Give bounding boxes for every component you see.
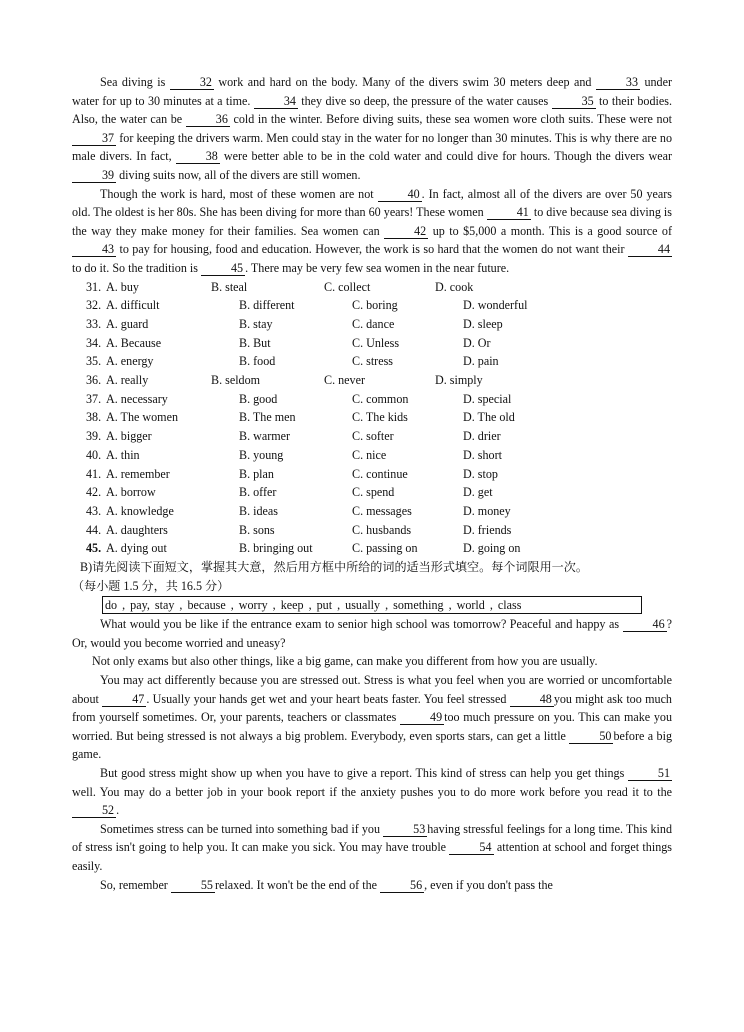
passage-text: attention at school and forget things easily. [72,840,672,873]
answer-blank-47[interactable]: 47 [102,693,146,707]
option-c[interactable]: C. spend [352,485,395,500]
passage-text: well. You may do a better job in your book report if the anxiety pushes you to do more work before you read it to the [72,784,672,799]
option-row-44 [86,521,672,540]
answer-blank-33[interactable]: 33 [596,76,640,90]
answer-blank-43[interactable]: 43 [72,243,116,257]
option-c[interactable]: C. messages [352,503,412,518]
answer-blank-40[interactable]: 40 [378,188,422,202]
answer-blank-51[interactable]: 51 [628,767,672,781]
option-c[interactable]: C. boring [352,298,398,313]
question-number: 44. [86,522,102,537]
answer-blank-32[interactable]: 32 [170,76,214,90]
answer-blank-52[interactable]: 52 [72,804,116,818]
option-row-35 [86,352,672,371]
option-b[interactable]: B. seldom [211,373,261,388]
option-b[interactable]: B. steal [211,279,248,294]
option-row-42 [86,483,672,502]
passage-text: to do it. So the tradition is [72,260,201,275]
option-row-32 [86,296,672,315]
passage-text: to dive because sea diving is the way they make money for their families. Sea women can [72,205,672,238]
passage-text: work and hard on the body. Many of the divers swim 30 meters deep and [213,75,596,89]
passage-text: they dive so deep, the pressure of the water causes [297,93,552,108]
option-row-40 [86,446,672,465]
option-b[interactable]: B. ideas [239,503,278,518]
option-d[interactable]: D. short [463,447,502,462]
answer-blank-39[interactable]: 39 [72,169,116,183]
option-d[interactable]: D. drier [463,429,501,444]
exam-page [72,73,672,894]
option-b[interactable]: B. But [239,335,271,350]
option-a[interactable]: A. The women [106,410,178,425]
option-row-43 [86,502,672,521]
answer-blank-50[interactable]: 50 [569,730,613,744]
answer-blank-54[interactable]: 54 [449,841,493,855]
option-row-37 [86,390,672,409]
option-a[interactable]: A. guard [106,316,149,331]
section-b-score-note: （每小题 1.5 分，共 16.5 分） [72,578,230,593]
passage-b-paragraph-6 [72,876,672,895]
answer-blank-56[interactable]: 56 [380,879,424,893]
answer-blank-45[interactable]: 45 [201,262,245,276]
passage-text: . Usually your hands get wet and your heart beats faster. You feel stressed [146,691,510,706]
passage-text: Not only exams but also other things, like a big game, can make you different from how you are usually. [92,654,598,669]
question-number: 38. [86,410,102,425]
option-row-38 [86,408,672,427]
passage-text: to pay for housing, food and education. However, the work is so hard that the women do not want their [116,242,628,257]
option-a[interactable]: A. remember [106,466,170,481]
option-c[interactable]: C. passing on [352,541,418,556]
answer-blank-46[interactable]: 46 [623,618,667,632]
option-d[interactable]: D. pain [463,354,499,369]
answer-blank-36[interactable]: 36 [186,113,230,127]
option-d[interactable]: D. simply [435,373,483,388]
option-row-41 [86,465,672,484]
answer-blank-53[interactable]: 53 [383,823,427,837]
option-a[interactable]: A. buy [106,279,139,294]
option-c[interactable]: C. continue [352,466,408,481]
option-b[interactable]: B. sons [239,522,275,537]
option-b[interactable]: B. plan [239,466,274,481]
option-d[interactable]: D. special [463,391,512,406]
passage-text: . There may be very few sea women in the near future. [245,260,510,275]
option-d[interactable]: D. friends [463,522,512,537]
option-b[interactable]: B. food [239,354,276,369]
passage-b-paragraph-2 [72,652,672,671]
passage-text: to their bodies. Also, the water can be [72,93,672,127]
question-number: 37. [86,391,102,406]
option-d[interactable]: D. cook [435,279,474,294]
option-a[interactable]: A. knowledge [106,503,174,518]
question-number: 39. [86,429,102,444]
option-a[interactable]: A. dying out [106,541,167,556]
option-a[interactable]: A. really [106,373,149,388]
option-a[interactable]: A. difficult [106,298,160,313]
passage-text: relaxed. It won't be the end of the [214,877,381,892]
passage-text: before a big game. [72,728,672,762]
word-box: do , pay, stay , because , worry , keep , put , usually , something , world , class [102,596,642,614]
passage-b-paragraph-4 [72,764,672,820]
question-number: 42. [86,485,102,500]
option-c[interactable]: C. nice [352,447,387,462]
option-row-45 [86,539,672,558]
answer-blank-37[interactable]: 37 [72,132,116,146]
section-b-instruction: B)请先阅读下面短文，掌握其大意，然后用方框中所给的词的适当形式填空。每个词限用一次。 [80,560,588,575]
answer-blank-49[interactable]: 49 [400,711,444,725]
option-a[interactable]: A. bigger [106,429,152,444]
option-c[interactable]: C. common [352,391,409,406]
option-c[interactable]: C. softer [352,429,394,444]
option-c[interactable]: C. The kids [352,410,408,425]
passage-b-paragraph-3 [72,671,672,764]
option-b[interactable]: B. good [239,391,278,406]
option-a[interactable]: A. Because [106,335,162,350]
passage-a [72,73,672,278]
passage-text: ? Or, would you become worried and uneasy? [72,617,672,650]
passage-b [72,615,672,894]
question-number: 34. [86,335,102,350]
option-c[interactable]: C. collect [324,279,371,294]
options-list [86,278,672,559]
passage-text: diving suits now, all of the divers are still women. [116,167,361,182]
option-c[interactable]: C. husbands [352,522,412,537]
answer-blank-41[interactable]: 41 [487,206,531,220]
option-b[interactable]: B. The men [239,410,296,425]
answer-blank-55[interactable]: 55 [171,879,215,893]
option-c[interactable]: C. Unless [352,335,400,350]
passage-text: having stressful feelings for a long time. This kind of stress isn't going to help you. It can make you sick. You may have trouble [72,821,672,855]
option-d[interactable]: D. The old [463,410,515,425]
option-d[interactable]: D. going on [463,541,521,556]
option-b[interactable]: B. different [239,298,295,313]
option-b[interactable]: B. warmer [239,429,291,444]
question-number: 45. [86,541,102,556]
option-d[interactable]: D. stop [463,466,498,481]
option-b[interactable]: B. stay [239,316,273,331]
option-a[interactable]: A. borrow [106,485,156,500]
option-c[interactable]: C. dance [352,316,395,331]
option-a[interactable]: A. daughters [106,522,168,537]
passage-text: under water for up to 30 minutes at a time. [72,75,673,108]
passage-text: . In fact, almost all of the divers are over 50 years old. The oldest is her 80s. She has been diving for more than 60 years! These women [72,186,672,220]
answer-blank-48[interactable]: 48 [510,693,554,707]
question-number: 35. [86,354,102,369]
option-c[interactable]: C. stress [352,354,393,369]
option-b[interactable]: B. offer [239,485,277,500]
passage-text: Though the work is hard, most of these women are not [100,186,378,201]
question-number: 31. [86,279,102,294]
passage-text: were better able to be in the cold water and could dive for hours. Though the divers wear [219,149,672,164]
section-b-header [72,558,672,614]
question-number: 32. [86,298,102,313]
option-d[interactable]: D. money [463,503,511,518]
answer-blank-44[interactable]: 44 [628,243,672,257]
question-number: 40. [86,447,102,462]
option-a[interactable]: A. thin [106,447,140,462]
option-d[interactable]: D. Or [463,335,491,350]
passage-text: So, remember [100,877,171,892]
passage-text: too much pressure on you. This can make you worried. But being stressed is not always a big problem. Everybody, even sports stars, can get a little [72,710,672,743]
passage-text: But good stress might show up when you have to give a report. This kind of stress can help you get things [100,766,628,781]
question-number: 36. [86,373,102,388]
option-d[interactable]: D. wonderful [463,298,528,313]
question-number: 41. [86,466,102,481]
option-d[interactable]: D. sleep [463,316,503,331]
option-a[interactable]: A. necessary [106,391,168,406]
passage-text: for keeping the drivers warm. Men could stay in the water for no longer than 30 minutes. This is why there are no male divers. In fact, [72,130,672,164]
passage-text: cold in the winter. Before diving suits, these sea women wore cloth suits. These were not [229,112,672,127]
passage-text: What would you be like if the entrance exam to senior high school was tomorrow? Peaceful and happy as [100,617,623,632]
question-number: 33. [86,316,102,331]
option-row-34 [86,334,672,353]
passage-a-paragraph-1 [72,73,672,185]
passage-text: Sea diving is [100,75,170,89]
option-row-33 [86,315,672,334]
option-row-36 [86,371,672,390]
answer-blank-42[interactable]: 42 [384,225,428,239]
option-c[interactable]: C. never [324,373,365,388]
passage-b-paragraph-1 [72,615,672,652]
question-number: 43. [86,503,102,518]
option-a[interactable]: A. energy [106,354,154,369]
option-row-39 [86,427,672,446]
passage-text: Sometimes stress can be turned into something bad if you [100,821,384,836]
passage-text: You may act differently because you are stressed out. Stress is what you feel when you are worried or uncomfortable about [72,673,672,706]
answer-blank-38[interactable]: 38 [176,150,220,164]
option-row-31 [86,278,672,297]
passage-a-paragraph-2 [72,185,672,278]
passage-text: you might ask too much from yourself sometimes. Or, your parents, teachers or classmates [72,691,672,725]
passage-text: , even if you don't pass the [424,877,553,892]
option-b[interactable]: B. young [239,447,284,462]
option-b[interactable]: B. bringing out [239,541,313,556]
passage-text: . [116,803,120,818]
passage-text: up to $5,000 a month. This is a good source of [428,223,672,238]
answer-blank-35[interactable]: 35 [552,95,596,109]
option-d[interactable]: D. get [463,485,493,500]
answer-blank-34[interactable]: 34 [254,95,298,109]
passage-b-paragraph-5 [72,820,672,876]
